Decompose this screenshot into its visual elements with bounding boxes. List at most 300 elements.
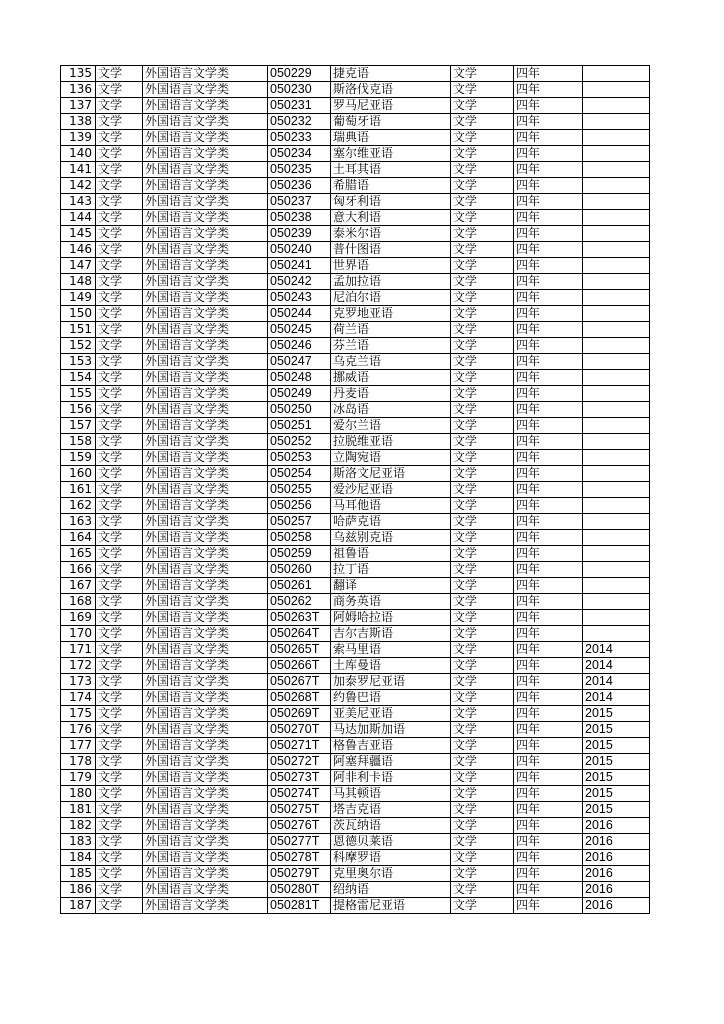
major-name-cell: 塞尔维亚语 bbox=[331, 146, 451, 162]
table-row bbox=[61, 466, 650, 482]
year-added-cell bbox=[583, 274, 650, 290]
major-name-cell: 斯洛伐克语 bbox=[331, 82, 451, 98]
major-code-cell: 050249 bbox=[268, 386, 331, 402]
major-code-cell: 050248 bbox=[268, 370, 331, 386]
category-cell: 文学 bbox=[96, 786, 143, 802]
table-row bbox=[61, 338, 650, 354]
duration-cell: 四年 bbox=[514, 754, 583, 770]
degree-cell: 文学 bbox=[451, 402, 514, 418]
row-index-cell: 151 bbox=[61, 322, 96, 338]
major-name-cell: 捷克语 bbox=[331, 66, 451, 82]
major-code-cell: 050241 bbox=[268, 258, 331, 274]
table-row bbox=[61, 114, 650, 130]
major-code-cell: 050280T bbox=[268, 882, 331, 898]
duration-cell: 四年 bbox=[514, 338, 583, 354]
table-row bbox=[61, 786, 650, 802]
duration-cell: 四年 bbox=[514, 770, 583, 786]
category-cell: 文学 bbox=[96, 818, 143, 834]
major-code-cell: 050253 bbox=[268, 450, 331, 466]
duration-cell: 四年 bbox=[514, 242, 583, 258]
year-added-cell bbox=[583, 610, 650, 626]
duration-cell: 四年 bbox=[514, 194, 583, 210]
major-class-cell: 外国语言文学类 bbox=[143, 674, 268, 690]
major-class-cell: 外国语言文学类 bbox=[143, 546, 268, 562]
major-class-cell: 外国语言文学类 bbox=[143, 898, 268, 914]
table-row bbox=[61, 626, 650, 642]
degree-cell: 文学 bbox=[451, 722, 514, 738]
year-added-cell: 2016 bbox=[583, 834, 650, 850]
major-code-cell: 050245 bbox=[268, 322, 331, 338]
major-class-cell: 外国语言文学类 bbox=[143, 690, 268, 706]
major-name-cell: 马其顿语 bbox=[331, 786, 451, 802]
major-code-cell: 050230 bbox=[268, 82, 331, 98]
duration-cell: 四年 bbox=[514, 434, 583, 450]
degree-cell: 文学 bbox=[451, 898, 514, 914]
major-code-cell: 050255 bbox=[268, 482, 331, 498]
major-name-cell: 商务英语 bbox=[331, 594, 451, 610]
degree-cell: 文学 bbox=[451, 194, 514, 210]
major-code-cell: 050268T bbox=[268, 690, 331, 706]
year-added-cell bbox=[583, 482, 650, 498]
degree-cell: 文学 bbox=[451, 658, 514, 674]
year-added-cell bbox=[583, 162, 650, 178]
major-code-cell: 050232 bbox=[268, 114, 331, 130]
row-index-cell: 172 bbox=[61, 658, 96, 674]
category-cell: 文学 bbox=[96, 338, 143, 354]
row-index-cell: 140 bbox=[61, 146, 96, 162]
major-class-cell: 外国语言文学类 bbox=[143, 770, 268, 786]
duration-cell: 四年 bbox=[514, 738, 583, 754]
major-code-cell: 050247 bbox=[268, 354, 331, 370]
duration-cell: 四年 bbox=[514, 386, 583, 402]
duration-cell: 四年 bbox=[514, 706, 583, 722]
category-cell: 文学 bbox=[96, 322, 143, 338]
category-cell: 文学 bbox=[96, 690, 143, 706]
category-cell: 文学 bbox=[96, 146, 143, 162]
major-name-cell: 吉尔吉斯语 bbox=[331, 626, 451, 642]
major-name-cell: 挪威语 bbox=[331, 370, 451, 386]
degree-cell: 文学 bbox=[451, 530, 514, 546]
major-code-cell: 050276T bbox=[268, 818, 331, 834]
major-code-cell: 050265T bbox=[268, 642, 331, 658]
category-cell: 文学 bbox=[96, 738, 143, 754]
duration-cell: 四年 bbox=[514, 658, 583, 674]
year-added-cell: 2014 bbox=[583, 690, 650, 706]
table-row bbox=[61, 130, 650, 146]
row-index-cell: 182 bbox=[61, 818, 96, 834]
year-added-cell bbox=[583, 578, 650, 594]
duration-cell: 四年 bbox=[514, 818, 583, 834]
year-added-cell: 2015 bbox=[583, 706, 650, 722]
major-name-cell: 芬兰语 bbox=[331, 338, 451, 354]
row-index-cell: 168 bbox=[61, 594, 96, 610]
duration-cell: 四年 bbox=[514, 866, 583, 882]
duration-cell: 四年 bbox=[514, 578, 583, 594]
table-row bbox=[61, 226, 650, 242]
category-cell: 文学 bbox=[96, 594, 143, 610]
table-row bbox=[61, 386, 650, 402]
row-index-cell: 145 bbox=[61, 226, 96, 242]
major-code-cell: 050278T bbox=[268, 850, 331, 866]
year-added-cell bbox=[583, 594, 650, 610]
table-row bbox=[61, 66, 650, 82]
row-index-cell: 179 bbox=[61, 770, 96, 786]
category-cell: 文学 bbox=[96, 642, 143, 658]
major-class-cell: 外国语言文学类 bbox=[143, 114, 268, 130]
year-added-cell: 2016 bbox=[583, 898, 650, 914]
year-added-cell bbox=[583, 290, 650, 306]
major-class-cell: 外国语言文学类 bbox=[143, 482, 268, 498]
major-class-cell: 外国语言文学类 bbox=[143, 370, 268, 386]
category-cell: 文学 bbox=[96, 546, 143, 562]
major-name-cell: 加泰罗尼亚语 bbox=[331, 674, 451, 690]
table-row bbox=[61, 706, 650, 722]
major-code-cell: 050258 bbox=[268, 530, 331, 546]
degree-cell: 文学 bbox=[451, 146, 514, 162]
row-index-cell: 138 bbox=[61, 114, 96, 130]
category-cell: 文学 bbox=[96, 658, 143, 674]
table-row bbox=[61, 98, 650, 114]
table-row bbox=[61, 674, 650, 690]
degree-cell: 文学 bbox=[451, 274, 514, 290]
major-name-cell: 瑞典语 bbox=[331, 130, 451, 146]
table-row bbox=[61, 162, 650, 178]
degree-cell: 文学 bbox=[451, 98, 514, 114]
major-code-cell: 050279T bbox=[268, 866, 331, 882]
degree-cell: 文学 bbox=[451, 114, 514, 130]
table-row bbox=[61, 434, 650, 450]
row-index-cell: 148 bbox=[61, 274, 96, 290]
row-index-cell: 135 bbox=[61, 66, 96, 82]
major-code-cell: 050246 bbox=[268, 338, 331, 354]
year-added-cell bbox=[583, 626, 650, 642]
major-name-cell: 世界语 bbox=[331, 258, 451, 274]
category-cell: 文学 bbox=[96, 866, 143, 882]
category-cell: 文学 bbox=[96, 498, 143, 514]
major-code-cell: 050277T bbox=[268, 834, 331, 850]
major-code-cell: 050264T bbox=[268, 626, 331, 642]
duration-cell: 四年 bbox=[514, 802, 583, 818]
duration-cell: 四年 bbox=[514, 114, 583, 130]
major-class-cell: 外国语言文学类 bbox=[143, 530, 268, 546]
major-class-cell: 外国语言文学类 bbox=[143, 642, 268, 658]
duration-cell: 四年 bbox=[514, 226, 583, 242]
degree-cell: 文学 bbox=[451, 642, 514, 658]
major-name-cell: 葡萄牙语 bbox=[331, 114, 451, 130]
table-row bbox=[61, 178, 650, 194]
major-code-cell: 050238 bbox=[268, 210, 331, 226]
year-added-cell bbox=[583, 258, 650, 274]
row-index-cell: 169 bbox=[61, 610, 96, 626]
major-name-cell: 爱沙尼亚语 bbox=[331, 482, 451, 498]
year-added-cell: 2014 bbox=[583, 658, 650, 674]
category-cell: 文学 bbox=[96, 466, 143, 482]
category-cell: 文学 bbox=[96, 434, 143, 450]
degree-cell: 文学 bbox=[451, 482, 514, 498]
major-class-cell: 外国语言文学类 bbox=[143, 706, 268, 722]
year-added-cell bbox=[583, 98, 650, 114]
major-name-cell: 土耳其语 bbox=[331, 162, 451, 178]
degree-cell: 文学 bbox=[451, 178, 514, 194]
duration-cell: 四年 bbox=[514, 898, 583, 914]
major-name-cell: 提格雷尼亚语 bbox=[331, 898, 451, 914]
major-class-cell: 外国语言文学类 bbox=[143, 290, 268, 306]
major-class-cell: 外国语言文学类 bbox=[143, 338, 268, 354]
category-cell: 文学 bbox=[96, 98, 143, 114]
major-name-cell: 意大利语 bbox=[331, 210, 451, 226]
degree-cell: 文学 bbox=[451, 674, 514, 690]
year-added-cell: 2015 bbox=[583, 802, 650, 818]
year-added-cell bbox=[583, 338, 650, 354]
table-row bbox=[61, 354, 650, 370]
major-code-cell: 050231 bbox=[268, 98, 331, 114]
category-cell: 文学 bbox=[96, 82, 143, 98]
major-code-cell: 050274T bbox=[268, 786, 331, 802]
year-added-cell: 2015 bbox=[583, 722, 650, 738]
category-cell: 文学 bbox=[96, 802, 143, 818]
table-row bbox=[61, 850, 650, 866]
row-index-cell: 143 bbox=[61, 194, 96, 210]
year-added-cell bbox=[583, 66, 650, 82]
table-row bbox=[61, 818, 650, 834]
major-code-cell: 050244 bbox=[268, 306, 331, 322]
degree-cell: 文学 bbox=[451, 418, 514, 434]
major-class-cell: 外国语言文学类 bbox=[143, 354, 268, 370]
year-added-cell: 2015 bbox=[583, 770, 650, 786]
major-code-cell: 050237 bbox=[268, 194, 331, 210]
category-cell: 文学 bbox=[96, 130, 143, 146]
category-cell: 文学 bbox=[96, 610, 143, 626]
year-added-cell bbox=[583, 130, 650, 146]
degree-cell: 文学 bbox=[451, 770, 514, 786]
category-cell: 文学 bbox=[96, 562, 143, 578]
year-added-cell: 2014 bbox=[583, 674, 650, 690]
duration-cell: 四年 bbox=[514, 258, 583, 274]
major-class-cell: 外国语言文学类 bbox=[143, 866, 268, 882]
major-class-cell: 外国语言文学类 bbox=[143, 514, 268, 530]
table-row bbox=[61, 402, 650, 418]
year-added-cell bbox=[583, 546, 650, 562]
degree-cell: 文学 bbox=[451, 66, 514, 82]
major-name-cell: 斯洛文尼亚语 bbox=[331, 466, 451, 482]
row-index-cell: 178 bbox=[61, 754, 96, 770]
duration-cell: 四年 bbox=[514, 450, 583, 466]
row-index-cell: 176 bbox=[61, 722, 96, 738]
table-row bbox=[61, 194, 650, 210]
major-name-cell: 索马里语 bbox=[331, 642, 451, 658]
year-added-cell bbox=[583, 82, 650, 98]
row-index-cell: 136 bbox=[61, 82, 96, 98]
category-cell: 文学 bbox=[96, 402, 143, 418]
major-class-cell: 外国语言文学类 bbox=[143, 578, 268, 594]
row-index-cell: 160 bbox=[61, 466, 96, 482]
category-cell: 文学 bbox=[96, 242, 143, 258]
degree-cell: 文学 bbox=[451, 226, 514, 242]
category-cell: 文学 bbox=[96, 834, 143, 850]
category-cell: 文学 bbox=[96, 626, 143, 642]
category-cell: 文学 bbox=[96, 418, 143, 434]
major-class-cell: 外国语言文学类 bbox=[143, 82, 268, 98]
degree-cell: 文学 bbox=[451, 610, 514, 626]
major-code-cell: 050259 bbox=[268, 546, 331, 562]
major-code-cell: 050260 bbox=[268, 562, 331, 578]
degree-cell: 文学 bbox=[451, 242, 514, 258]
major-name-cell: 克罗地亚语 bbox=[331, 306, 451, 322]
duration-cell: 四年 bbox=[514, 418, 583, 434]
table-row bbox=[61, 258, 650, 274]
major-class-cell: 外国语言文学类 bbox=[143, 850, 268, 866]
major-name-cell: 阿非利卡语 bbox=[331, 770, 451, 786]
major-code-cell: 050242 bbox=[268, 274, 331, 290]
major-class-cell: 外国语言文学类 bbox=[143, 386, 268, 402]
major-code-cell: 050263T bbox=[268, 610, 331, 626]
category-cell: 文学 bbox=[96, 482, 143, 498]
table-row bbox=[61, 722, 650, 738]
row-index-cell: 154 bbox=[61, 370, 96, 386]
degree-cell: 文学 bbox=[451, 850, 514, 866]
table-row bbox=[61, 322, 650, 338]
major-name-cell: 格鲁吉亚语 bbox=[331, 738, 451, 754]
major-name-cell: 恩德贝莱语 bbox=[331, 834, 451, 850]
major-class-cell: 外国语言文学类 bbox=[143, 210, 268, 226]
major-class-cell: 外国语言文学类 bbox=[143, 450, 268, 466]
major-class-cell: 外国语言文学类 bbox=[143, 610, 268, 626]
major-code-cell: 050269T bbox=[268, 706, 331, 722]
degree-cell: 文学 bbox=[451, 498, 514, 514]
category-cell: 文学 bbox=[96, 674, 143, 690]
row-index-cell: 144 bbox=[61, 210, 96, 226]
year-added-cell bbox=[583, 210, 650, 226]
major-name-cell: 匈牙利语 bbox=[331, 194, 451, 210]
major-name-cell: 克里奥尔语 bbox=[331, 866, 451, 882]
major-name-cell: 科摩罗语 bbox=[331, 850, 451, 866]
duration-cell: 四年 bbox=[514, 786, 583, 802]
degree-cell: 文学 bbox=[451, 754, 514, 770]
year-added-cell bbox=[583, 114, 650, 130]
year-added-cell: 2016 bbox=[583, 866, 650, 882]
row-index-cell: 166 bbox=[61, 562, 96, 578]
table-row bbox=[61, 546, 650, 562]
row-index-cell: 170 bbox=[61, 626, 96, 642]
row-index-cell: 163 bbox=[61, 514, 96, 530]
major-class-cell: 外国语言文学类 bbox=[143, 322, 268, 338]
row-index-cell: 153 bbox=[61, 354, 96, 370]
year-added-cell: 2015 bbox=[583, 754, 650, 770]
major-code-cell: 050250 bbox=[268, 402, 331, 418]
degree-cell: 文学 bbox=[451, 82, 514, 98]
row-index-cell: 181 bbox=[61, 802, 96, 818]
row-index-cell: 158 bbox=[61, 434, 96, 450]
row-index-cell: 157 bbox=[61, 418, 96, 434]
category-cell: 文学 bbox=[96, 386, 143, 402]
major-class-cell: 外国语言文学类 bbox=[143, 594, 268, 610]
year-added-cell: 2014 bbox=[583, 642, 650, 658]
major-class-cell: 外国语言文学类 bbox=[143, 434, 268, 450]
major-code-cell: 050261 bbox=[268, 578, 331, 594]
table-row bbox=[61, 834, 650, 850]
table-row bbox=[61, 514, 650, 530]
major-catalog-table bbox=[60, 65, 650, 914]
major-class-cell: 外国语言文学类 bbox=[143, 194, 268, 210]
category-cell: 文学 bbox=[96, 226, 143, 242]
degree-cell: 文学 bbox=[451, 354, 514, 370]
year-added-cell: 2016 bbox=[583, 818, 650, 834]
duration-cell: 四年 bbox=[514, 482, 583, 498]
major-code-cell: 050270T bbox=[268, 722, 331, 738]
duration-cell: 四年 bbox=[514, 98, 583, 114]
major-code-cell: 050275T bbox=[268, 802, 331, 818]
table-row bbox=[61, 882, 650, 898]
year-added-cell bbox=[583, 194, 650, 210]
major-class-cell: 外国语言文学类 bbox=[143, 834, 268, 850]
major-code-cell: 050267T bbox=[268, 674, 331, 690]
major-class-cell: 外国语言文学类 bbox=[143, 274, 268, 290]
major-name-cell: 茨瓦纳语 bbox=[331, 818, 451, 834]
table-row bbox=[61, 482, 650, 498]
row-index-cell: 150 bbox=[61, 306, 96, 322]
year-added-cell bbox=[583, 466, 650, 482]
category-cell: 文学 bbox=[96, 754, 143, 770]
duration-cell: 四年 bbox=[514, 690, 583, 706]
year-added-cell bbox=[583, 354, 650, 370]
major-name-cell: 哈萨克语 bbox=[331, 514, 451, 530]
major-class-cell: 外国语言文学类 bbox=[143, 802, 268, 818]
degree-cell: 文学 bbox=[451, 514, 514, 530]
degree-cell: 文学 bbox=[451, 786, 514, 802]
duration-cell: 四年 bbox=[514, 562, 583, 578]
major-class-cell: 外国语言文学类 bbox=[143, 130, 268, 146]
category-cell: 文学 bbox=[96, 162, 143, 178]
major-name-cell: 阿姆哈拉语 bbox=[331, 610, 451, 626]
major-class-cell: 外国语言文学类 bbox=[143, 786, 268, 802]
duration-cell: 四年 bbox=[514, 354, 583, 370]
major-name-cell: 翻译 bbox=[331, 578, 451, 594]
table-row bbox=[61, 274, 650, 290]
year-added-cell: 2016 bbox=[583, 850, 650, 866]
table-row bbox=[61, 866, 650, 882]
degree-cell: 文学 bbox=[451, 162, 514, 178]
year-added-cell bbox=[583, 386, 650, 402]
year-added-cell: 2015 bbox=[583, 786, 650, 802]
table-row bbox=[61, 146, 650, 162]
row-index-cell: 185 bbox=[61, 866, 96, 882]
major-code-cell: 050233 bbox=[268, 130, 331, 146]
major-class-cell: 外国语言文学类 bbox=[143, 242, 268, 258]
row-index-cell: 187 bbox=[61, 898, 96, 914]
category-cell: 文学 bbox=[96, 194, 143, 210]
category-cell: 文学 bbox=[96, 178, 143, 194]
row-index-cell: 171 bbox=[61, 642, 96, 658]
row-index-cell: 165 bbox=[61, 546, 96, 562]
major-code-cell: 050239 bbox=[268, 226, 331, 242]
year-added-cell: 2016 bbox=[583, 882, 650, 898]
duration-cell: 四年 bbox=[514, 370, 583, 386]
major-code-cell: 050262 bbox=[268, 594, 331, 610]
major-code-cell: 050235 bbox=[268, 162, 331, 178]
year-added-cell bbox=[583, 226, 650, 242]
year-added-cell bbox=[583, 418, 650, 434]
major-class-cell: 外国语言文学类 bbox=[143, 498, 268, 514]
degree-cell: 文学 bbox=[451, 626, 514, 642]
row-index-cell: 137 bbox=[61, 98, 96, 114]
major-name-cell: 马耳他语 bbox=[331, 498, 451, 514]
category-cell: 文学 bbox=[96, 882, 143, 898]
major-class-cell: 外国语言文学类 bbox=[143, 754, 268, 770]
row-index-cell: 184 bbox=[61, 850, 96, 866]
major-code-cell: 050273T bbox=[268, 770, 331, 786]
year-added-cell bbox=[583, 306, 650, 322]
duration-cell: 四年 bbox=[514, 306, 583, 322]
